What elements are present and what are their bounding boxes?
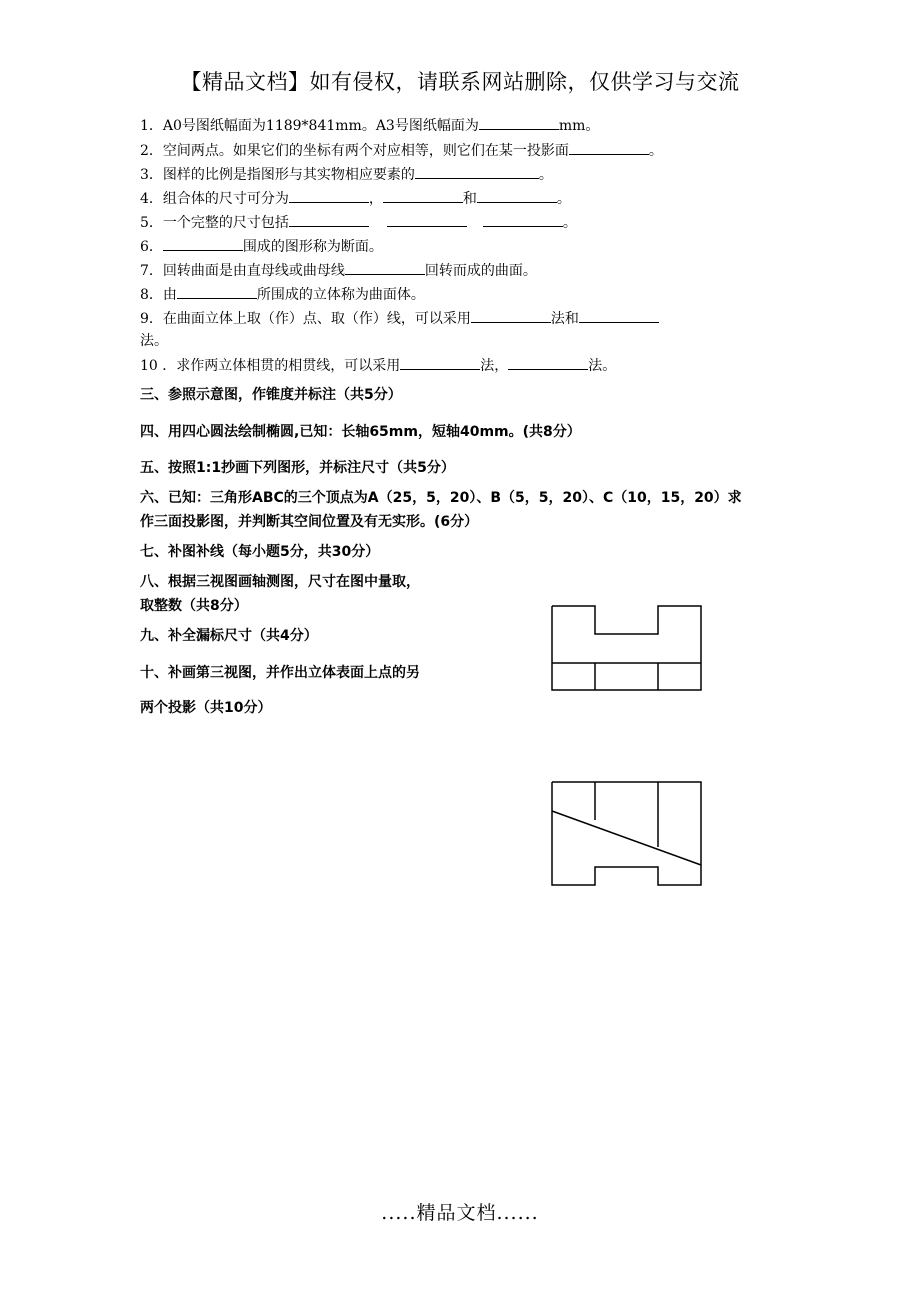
front-view-drawing <box>550 604 705 694</box>
separator: ， <box>368 191 383 207</box>
answer-blank[interactable] <box>177 285 257 299</box>
section-10-heading: 十、补画第三视图，并作出立体表面上点的另 <box>140 665 420 681</box>
separator: 法， <box>480 358 509 374</box>
question-text: 7．回转曲面是由直母线或曲母线 <box>140 263 345 279</box>
question-8 <box>140 285 425 304</box>
question-text: 10 ．求作两立体相贯的相贯线，可以采用 <box>140 358 401 374</box>
question-text: 8．由 <box>140 287 177 303</box>
section-10-heading-continued: 两个投影（共10分） <box>140 700 272 716</box>
section-6-heading-continued: 作三面投影图，并判断其空间位置及有无实形。(6分） <box>140 514 479 530</box>
question-3 <box>140 165 553 184</box>
answer-blank[interactable] <box>479 116 559 130</box>
question-text: 5．一个完整的尺寸包括 <box>140 215 289 231</box>
answer-blank[interactable] <box>400 356 480 370</box>
answer-blank[interactable] <box>508 356 588 370</box>
question-text: 2．空间两点。如果它们的坐标有两个对应相等，则它们在某一投影面 <box>140 143 569 159</box>
answer-blank[interactable] <box>415 165 539 179</box>
answer-blank[interactable] <box>345 261 425 275</box>
answer-blank[interactable] <box>569 141 649 155</box>
question-tail: 所围成的立体称为曲面体。 <box>256 287 425 303</box>
front-view-outline <box>552 606 701 690</box>
separator: 法和 <box>550 311 579 327</box>
answer-blank[interactable] <box>471 309 551 323</box>
question-9-continued <box>140 332 168 350</box>
section-4-heading: 四、用四心圆法绘制椭圆,已知：长轴65mm，短轴40mm。(共8分） <box>140 424 581 440</box>
answer-blank[interactable] <box>387 213 467 227</box>
question-tail: 回转而成的曲面。 <box>424 263 537 279</box>
answer-blank[interactable] <box>477 189 557 203</box>
question-text: 1．A0号图纸幅面为1189*841mm。A3号图纸幅面为 <box>140 118 479 134</box>
question-text: 3．图样的比例是指图形与其实物相应要素的 <box>140 167 415 183</box>
question-text: 6． <box>140 239 163 255</box>
question-tail: 。 <box>538 167 553 183</box>
question-2 <box>140 141 663 160</box>
question-5 <box>140 213 577 232</box>
separator: 和 <box>462 191 477 207</box>
section-5-heading: 五、按照1:1抄画下列图形，并标注尺寸（共5分） <box>140 460 455 476</box>
answer-blank[interactable] <box>383 189 463 203</box>
answer-blank[interactable] <box>163 237 243 251</box>
section-7-heading: 七、补图补线（每小题5分，共30分） <box>140 544 380 560</box>
top-view-diagonal-line <box>552 811 701 865</box>
answer-blank[interactable] <box>579 309 659 323</box>
question-tail: 法。 <box>588 358 617 374</box>
section-8-heading: 八、根据三视图画轴测图，尺寸在图中量取， <box>140 574 420 590</box>
question-1 <box>140 116 599 135</box>
question-9 <box>140 309 659 328</box>
question-4 <box>140 189 571 208</box>
question-tail: 法。 <box>140 333 168 349</box>
top-view-outline <box>552 782 701 885</box>
answer-blank[interactable] <box>483 213 563 227</box>
answer-blank[interactable] <box>289 189 369 203</box>
section-6-heading: 六、已知：三角形ABC的三个顶点为A（25，5，20）、B（5，5，20）、C（10，15，20）求 <box>140 490 742 506</box>
question-7 <box>140 261 537 280</box>
section-8-heading-continued: 取整数（共8分） <box>140 598 248 614</box>
section-3-heading: 三、参照示意图，作锥度并标注（共5分） <box>140 387 402 403</box>
question-6 <box>140 237 383 256</box>
question-tail: 。 <box>562 215 577 231</box>
question-text: 9．在曲面立体上取（作）点、取（作）线，可以采用 <box>140 311 471 327</box>
question-tail: mm。 <box>558 118 600 134</box>
question-tail: 。 <box>556 191 571 207</box>
section-9-heading: 九、补全漏标尺寸（共4分） <box>140 628 318 644</box>
page-header-watermark: 【精品文档】如有侵权，请联系网站删除，仅供学习与交流 <box>180 70 740 94</box>
question-10 <box>140 356 616 375</box>
question-tail: 围成的图形称为断面。 <box>242 239 383 255</box>
question-text: 4．组合体的尺寸可分为 <box>140 191 289 207</box>
question-tail: 。 <box>648 143 663 159</box>
top-view-drawing <box>550 780 705 890</box>
page-footer: .....精品文档...... <box>381 1202 539 1224</box>
answer-blank[interactable] <box>289 213 369 227</box>
